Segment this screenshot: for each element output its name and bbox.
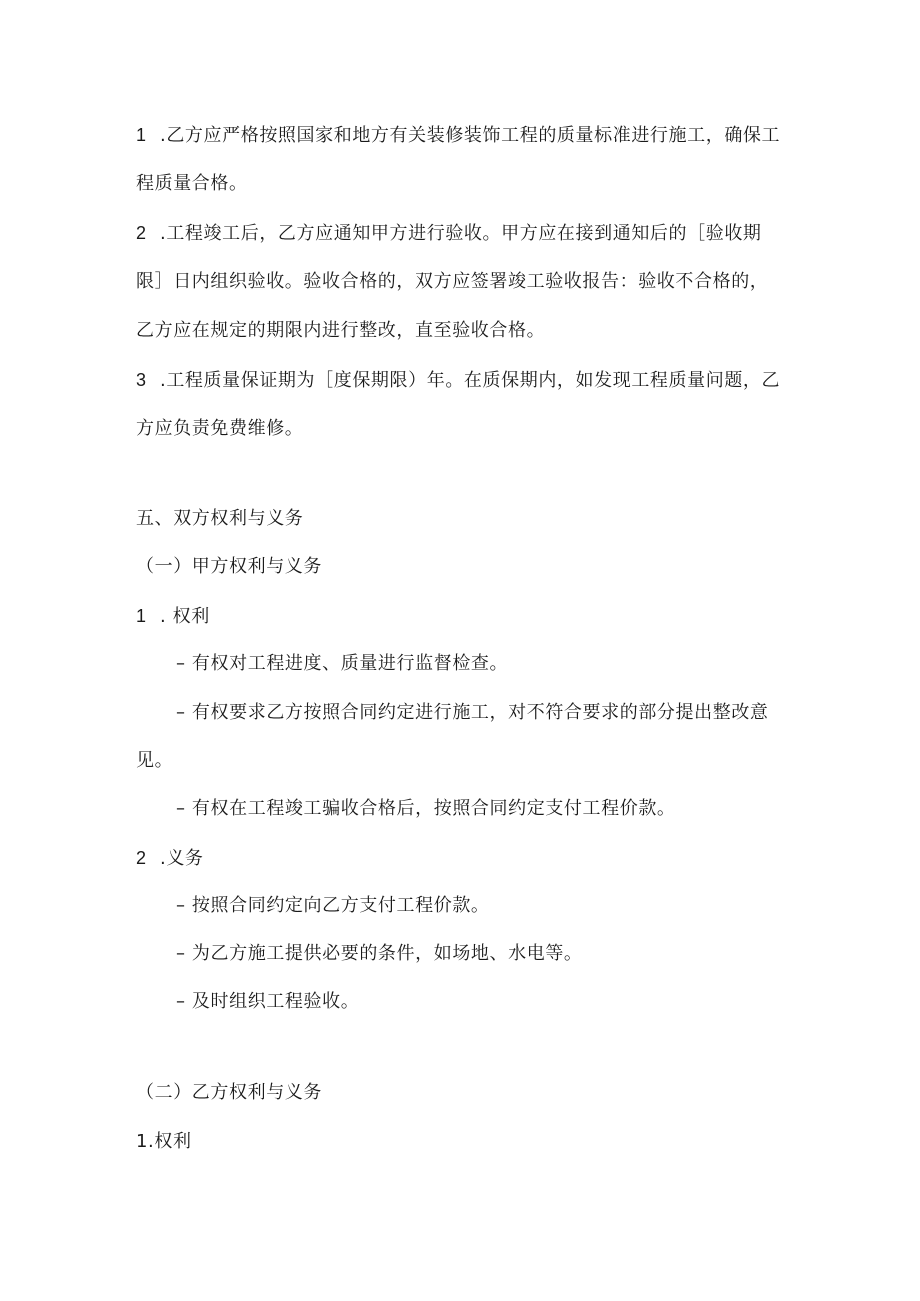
quality-item-3-line-1 bbox=[136, 368, 780, 393]
party-b-title: （二）乙方权利与义务 bbox=[136, 1082, 322, 1103]
party-a-title: （一）甲方权利与义务 bbox=[136, 556, 322, 577]
party-a-duty-2: – 为乙方施工提供必要的条件，如场地、水电等。 bbox=[176, 943, 583, 964]
item-number: 3 bbox=[136, 370, 147, 390]
item-number: 2 bbox=[136, 223, 147, 243]
party-a-right-1: – 有权对工程进度、质量进行监督检查。 bbox=[176, 653, 509, 674]
item-text: .乙方应严格按照国家和地方有关装修装饰工程的质量标准进行施工，确保工 bbox=[160, 125, 781, 146]
item-text: .工程竣工后，乙方应通知甲方进行验收。甲方应在接到通知后的［验收期 bbox=[160, 223, 762, 244]
item-number: 2 bbox=[136, 848, 147, 868]
party-a-duty-3: – 及时组织工程验收。 bbox=[176, 991, 360, 1012]
quality-item-1-line-2: 程质量合格。 bbox=[136, 173, 248, 194]
item-text: .工程质量保证期为［度保期限）年。在质保期内，如发现工程质量问题，乙 bbox=[160, 370, 781, 391]
item-number: 1 bbox=[136, 606, 147, 626]
party-a-right-3: – 有权在工程竣工骗收合格后，按照合同约定支付工程价款。 bbox=[176, 798, 676, 819]
quality-item-2-line-3: 乙方应在规定的期限内进行整改，直至验收合格。 bbox=[136, 320, 546, 341]
quality-item-1-line-1 bbox=[136, 123, 780, 148]
quality-item-2-line-1 bbox=[136, 221, 762, 246]
item-number: 1 bbox=[136, 125, 147, 145]
quality-item-3-line-2: 方应负责免费维修。 bbox=[136, 418, 304, 439]
section-5-title: 五、双方权利与义务 bbox=[136, 508, 304, 529]
party-b-rights-heading: 1.权利 bbox=[136, 1131, 192, 1152]
party-a-duty-1: – 按照合同约定向乙方支付工程价款。 bbox=[176, 895, 490, 916]
item-text: .义务 bbox=[160, 848, 204, 869]
party-a-right-2: – 有权要求乙方按照合同约定进行施工，对不符合要求的部分提出整改意 bbox=[176, 702, 769, 723]
party-a-right-2-cont: 见。 bbox=[136, 750, 174, 771]
quality-item-2-line-2: 限］日内组织验收。验收合格的，双方应签署竣工验收报告：验收不合格的， bbox=[136, 271, 769, 292]
party-a-rights-heading bbox=[136, 604, 210, 629]
item-text: . 权利 bbox=[160, 606, 210, 627]
party-a-duties-heading bbox=[136, 846, 204, 871]
